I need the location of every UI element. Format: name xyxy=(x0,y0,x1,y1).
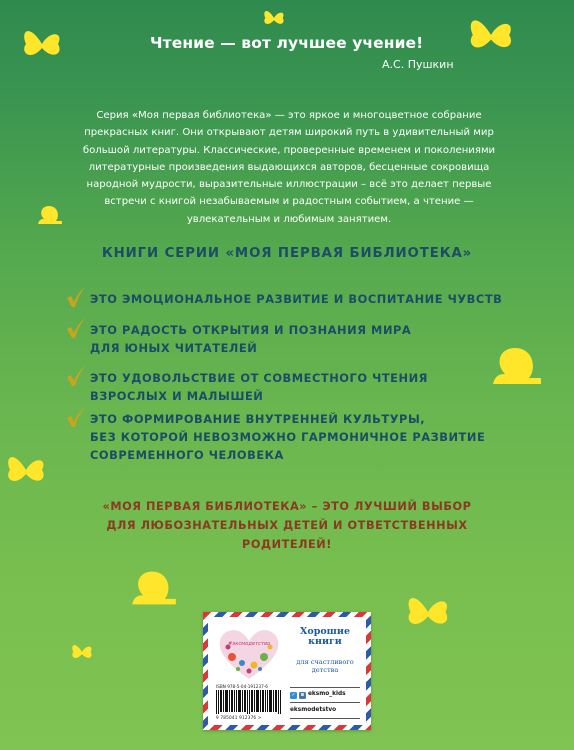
epigraph xyxy=(150,34,454,71)
checkmark-icon xyxy=(66,365,86,387)
description-line: увлекательным и любимым занятием. xyxy=(186,213,392,225)
isbn-text: ISBN 978-5-04-191237-6 xyxy=(216,684,268,689)
series-heading: КНИГИ СЕРИИ «МОЯ ПЕРВАЯ БИБЛИОТЕКА» xyxy=(101,246,473,261)
vk-icon: ✓ xyxy=(291,692,296,698)
postcard-line xyxy=(290,718,360,719)
series-description xyxy=(56,107,522,228)
barcode xyxy=(216,690,282,714)
benefit-text: ЭТО ЭМОЦИОНАЛЬНОЕ РАЗВИТИЕ И ВОСПИТАНИЕ ЧУВСТВ xyxy=(90,292,503,306)
butterfly-icon xyxy=(466,10,516,60)
benefit-text: ЭТО ФОРМИРОВАНИЕ ВНУТРЕННЕЙ КУЛЬТУРЫ, БЕЗ КОТОРОЙ НЕВОЗМОЖНО ГАРМОНИЧНОЕ РАЗВИТИЕ СОВРЕМЕННОГО ЧЕЛОВЕКА xyxy=(90,412,486,463)
postcard-subtitle: для счастливого детства xyxy=(296,658,354,674)
heart-illustration xyxy=(216,625,282,681)
closing-statement: «МОЯ ПЕРВАЯ БИБЛИОТЕКА» – ЭТО ЛУЧШИЙ ВЫБОР ДЛЯ ЛЮБОЗНАТЕЛЬНЫХ ДЕТЕЙ И ОТВЕТСТВЕННЫХ РОДИТЕЛЕЙ! xyxy=(102,500,472,551)
epigraph-text: Чтение — вот лучшее учение! xyxy=(150,34,424,52)
social-site: eksmodetstvo xyxy=(290,707,337,713)
social-vk xyxy=(290,691,346,699)
social-vk-handle: eksmo_kids xyxy=(308,691,346,697)
benefit-text: ЭТО УДОВОЛЬСТВИЕ ОТ СОВМЕСТНОГО ЧТЕНИЯ ВЗРОСЛЫХ И МАЛЫШЕЙ xyxy=(90,371,428,404)
butterfly-icon xyxy=(70,640,94,664)
description-line: большой литературы. Классические, проверенные временем и поколениями xyxy=(82,144,496,156)
checkmark-icon xyxy=(66,286,86,308)
description-line: прекрасных книг. Они открывают детям широкий путь в удивительный мир xyxy=(84,127,494,139)
description-line: Серия «Моя первая библиотека» — это яркое и многоцветное собрание xyxy=(96,110,482,121)
checkmark-icon xyxy=(66,317,86,339)
postcard-line xyxy=(290,702,360,703)
vk-icon: в xyxy=(300,692,305,698)
butterfly-icon xyxy=(20,22,64,66)
postcard-body xyxy=(208,617,366,725)
postcard-title-line: Хорошие xyxy=(300,626,350,637)
postcard-barcode-block xyxy=(203,612,371,730)
description-line: встречи с книгой незабываемым и радостным событием, а чтение — xyxy=(104,196,474,208)
postcard-title xyxy=(286,627,364,647)
postcard-title-line: книги xyxy=(308,636,342,647)
checkmark-icon xyxy=(66,406,86,428)
description-line: народной мудрости, выразительные иллюстрации – всё это делает первые xyxy=(86,179,492,191)
benefit-text: ЭТО РАДОСТЬ ОТКРЫТИЯ И ПОЗНАНИЯ МИРА ДЛЯ ЮНЫХ ЧИТАТЕЛЕЙ xyxy=(90,323,412,356)
postcard-line xyxy=(290,687,360,688)
snail-icon xyxy=(128,568,180,608)
butterfly-icon xyxy=(4,448,48,492)
butterfly-icon xyxy=(404,588,452,636)
hashtag-label: #эксмодетство xyxy=(228,641,271,647)
barcode-number: 9 785041 912376 > xyxy=(216,715,262,720)
epigraph-author: А.С. Пушкин xyxy=(382,58,454,71)
description-line: литературные произведения выдающихся авторов, бесценные сокровища xyxy=(88,161,490,173)
butterfly-icon xyxy=(262,6,286,30)
